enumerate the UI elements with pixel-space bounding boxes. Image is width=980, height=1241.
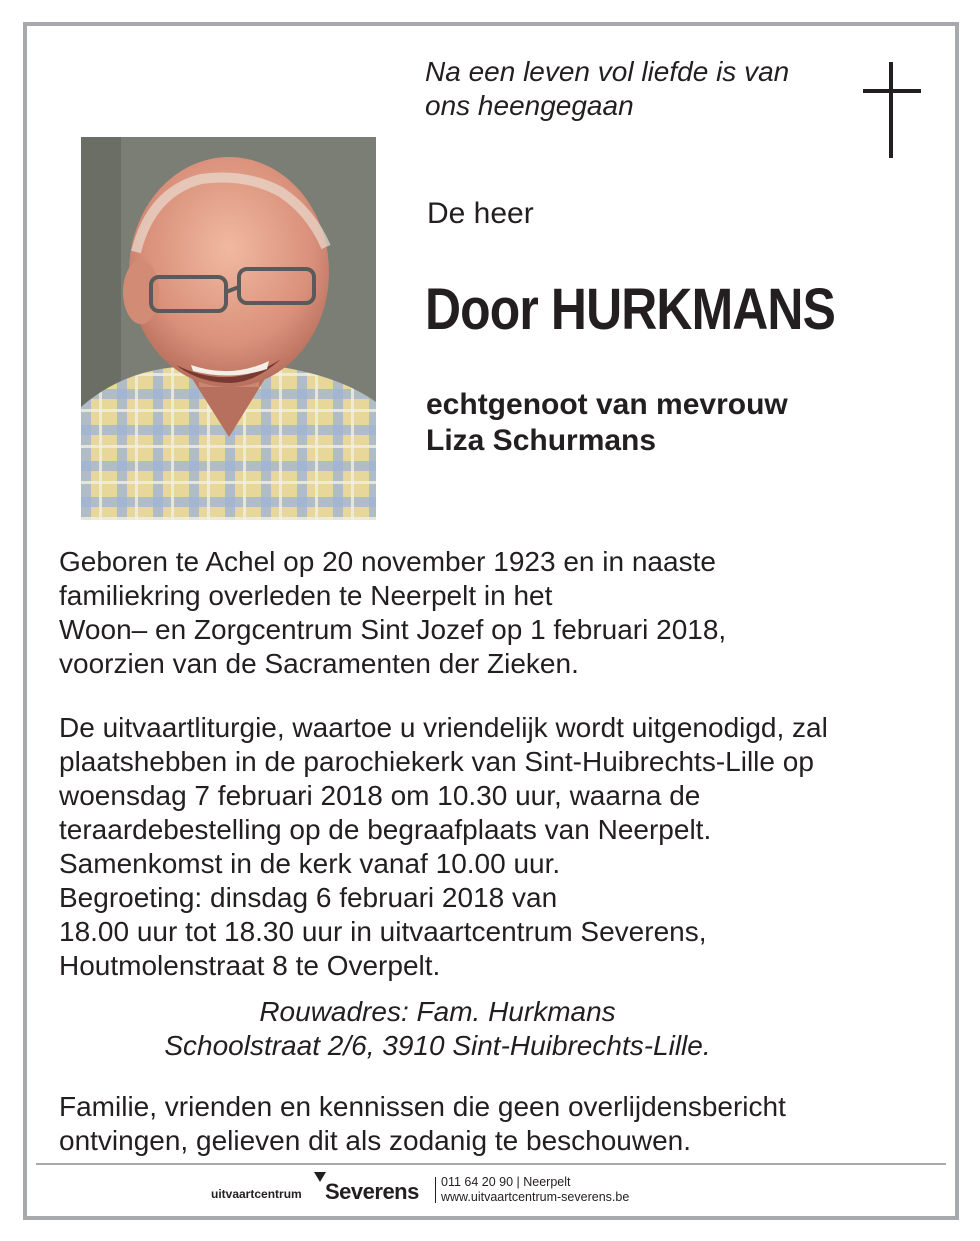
text-line: Familie, vrienden en kennissen die geen overlijdensbericht bbox=[59, 1091, 786, 1122]
text-line: Woon– en Zorgcentrum Sint Jozef op 1 februari 2018, bbox=[59, 614, 727, 645]
address-line: Rouwadres: Fam. Hurkmans bbox=[259, 996, 616, 1027]
funeral-paragraph bbox=[59, 711, 939, 983]
text-line: woensdag 7 februari 2018 om 10.30 uur, waarna de bbox=[59, 780, 701, 811]
text-line: teraardebestelling op de begraafplaats van Neerpelt. bbox=[59, 814, 712, 845]
website-link[interactable]: www.uitvaartcentrum-severens.be bbox=[441, 1190, 630, 1204]
footer-separator bbox=[435, 1177, 436, 1203]
intro-text bbox=[425, 55, 845, 123]
brand-name: Severens bbox=[325, 1179, 419, 1204]
text-line: ontvingen, gelieven dit als zodanig te beschouwen. bbox=[59, 1125, 691, 1156]
text-line: familiekring overleden te Neerpelt in het bbox=[59, 580, 553, 611]
mourning-address bbox=[60, 995, 815, 1063]
text-line: plaatshebben in de parochiekerk van Sint-Huibrechts-Lille op bbox=[59, 746, 814, 777]
spouse-line: echtgenoot van mevrouw bbox=[426, 388, 788, 421]
text-line: De uitvaartliturgie, waartoe u vriendelijk wordt uitgenodigd, zal bbox=[59, 712, 828, 743]
spouse-info bbox=[426, 387, 788, 459]
intro-line: ons heengegaan bbox=[425, 90, 634, 121]
honorific: De heer bbox=[427, 197, 534, 230]
footer-divider bbox=[36, 1163, 946, 1165]
text-line: voorzien van de Sacramenten der Zieken. bbox=[59, 648, 579, 679]
cross-icon bbox=[863, 62, 921, 158]
text-line: Houtmolenstraat 8 te Overpelt. bbox=[59, 950, 441, 981]
text-line: 18.00 uur tot 18.30 uur in uitvaartcentrum Severens, bbox=[59, 916, 707, 947]
text-line: Geboren te Achel op 20 november 1923 en in naaste bbox=[59, 546, 716, 577]
closing-paragraph bbox=[59, 1090, 939, 1158]
funeral-home-footer bbox=[0, 1169, 980, 1209]
text-line: Begroeting: dinsdag 6 februari 2018 van bbox=[59, 882, 558, 913]
birth-death-paragraph bbox=[59, 545, 939, 681]
spouse-line: Liza Schurmans bbox=[426, 424, 657, 457]
contact-info bbox=[441, 1175, 629, 1205]
deceased-name: Door HURKMANS bbox=[425, 277, 836, 342]
address-line: Schoolstraat 2/6, 3910 Sint-Huibrechts-Lille. bbox=[164, 1030, 711, 1061]
intro-line: Na een leven vol liefde is van bbox=[425, 56, 790, 87]
text-line: Samenkomst in de kerk vanaf 10.00 uur. bbox=[59, 848, 561, 879]
phone-line: 011 64 20 90 | Neerpelt bbox=[441, 1175, 571, 1189]
brand-prefix: uitvaartcentrum bbox=[211, 1187, 302, 1201]
portrait-photo bbox=[81, 137, 376, 520]
